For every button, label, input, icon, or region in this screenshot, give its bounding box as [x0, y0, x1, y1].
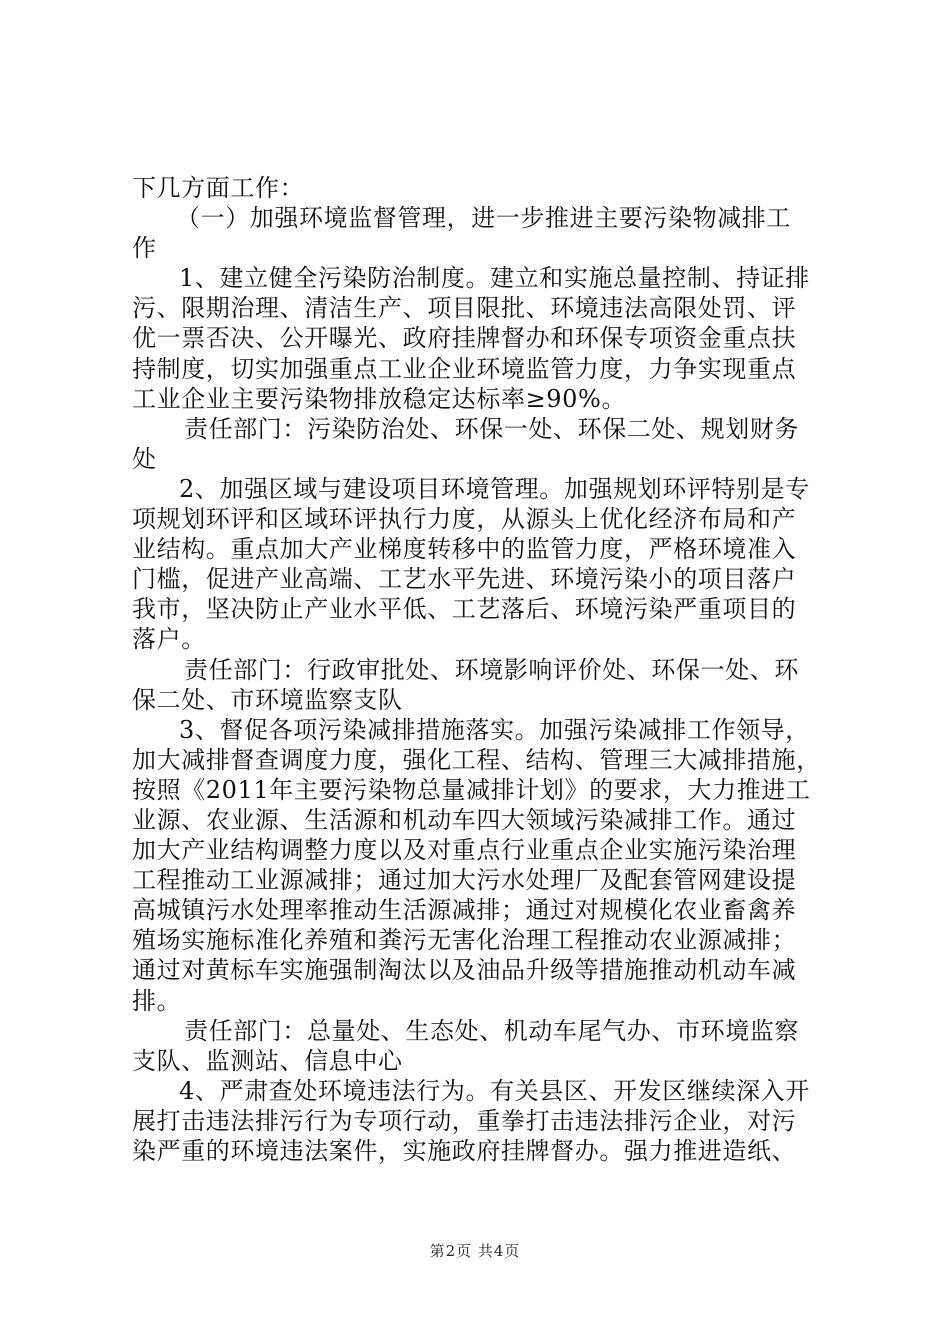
- responsible-dept-2: 责任部门：行政审批处、环境影响评价处、环保一处、环: [184, 655, 799, 684]
- page-number-footer: 第2页 共4页: [429, 1242, 521, 1260]
- item-3-line: 加大产业结构调整力度以及对重点行业重点企业实施污染治理: [132, 836, 797, 865]
- item-4-line: 展打击违法排污行为专项行动，重拳打击违法排污企业，对污: [132, 1106, 797, 1135]
- item-4-line: 染严重的环境违法案件，实施政府挂牌督办。强力推进造纸、: [132, 1137, 797, 1165]
- item-1-line: 优一票否决、公开曝光、政府挂牌督办和环保专项资金重点扶: [132, 324, 797, 353]
- item-2-line: 门槛，促进产业高端、工艺水平先进、环境污染小的项目落户: [132, 565, 797, 594]
- item-3-line: 加大减排督查调度力度，强化工程、结构、管理三大减排措施，: [132, 745, 821, 774]
- item-1-line: 持制度，切实加强重点工业企业环境监管力度，力争实现重点: [132, 354, 797, 383]
- item-2-line: 落户。: [132, 625, 206, 654]
- responsible-dept-1-continued: 处: [132, 444, 157, 473]
- item-4-line: 4、严肃查处环境违法行为。有关县区、开发区继续深入开: [179, 1076, 810, 1105]
- item-2-line: 项规划环评和区域环评执行力度，从源头上优化经济布局和产: [132, 505, 797, 534]
- item-2-line: 2、加强区域与建设项目环境管理。加强规划环评特别是专: [179, 474, 810, 503]
- item-2-line: 业结构。重点加大产业梯度转移中的监管力度，严格环境准入: [132, 535, 797, 564]
- item-1-line: 污、限期治理、清洁生产、项目限批、环境违法高限处罚、评: [132, 294, 797, 323]
- item-1-line: 工业企业主要污染物排放稳定达标率≥90%。: [132, 384, 627, 413]
- item-3-line: 高城镇污水处理率推动生活源减排；通过对规模化农业畜禽养: [132, 896, 797, 925]
- item-3-line: 工程推动工业源减排；通过加大污水处理厂及配套管网建设提: [132, 866, 797, 895]
- section-heading: （一）加强环境监督管理，进一步推进主要污染物减排工: [176, 204, 791, 233]
- responsible-dept-1: 责任部门：污染防治处、环保一处、环保二处、规划财务: [184, 414, 799, 443]
- item-3-line: 通过对黄标车实施强制淘汰以及油品升级等措施推动机动车减: [132, 956, 797, 985]
- responsible-dept-3-continued: 支队、监测站、信息中心: [132, 1046, 403, 1075]
- item-3-line: 按照《2011年主要污染物总量减排计划》的要求，大力推进工: [132, 775, 811, 804]
- item-3-line: 业源、农业源、生活源和机动车四大领域污染减排工作。通过: [132, 805, 797, 834]
- item-3-line: 排。: [132, 986, 182, 1015]
- responsible-dept-3: 责任部门：总量处、生态处、机动车尾气办、市环境监察: [184, 1016, 799, 1045]
- item-2-line: 我市，坚决防止产业水平低、工艺落后、环境污染严重项目的: [132, 595, 797, 624]
- item-3-line: 3、督促各项污染减排措施落实。加强污染减排工作领导，: [179, 715, 810, 744]
- item-1-line: 1、建立健全污染防治制度。建立和实施总量控制、持证排: [179, 264, 810, 293]
- document-body: [132, 173, 832, 1166]
- responsible-dept-2-continued: 保二处、市环境监察支队: [132, 685, 403, 714]
- section-heading-continued: 作: [132, 234, 157, 263]
- text-line: 下几方面工作：: [132, 174, 305, 202]
- item-3-line: 殖场实施标准化养殖和粪污无害化治理工程推动农业源减排；: [132, 926, 797, 955]
